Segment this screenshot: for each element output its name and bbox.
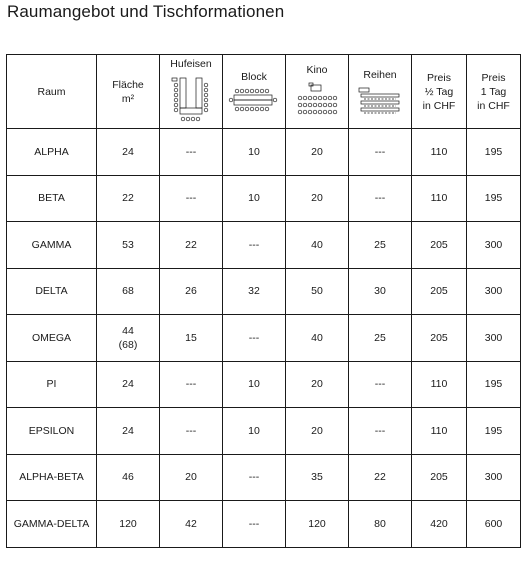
header-block: Block xyxy=(223,55,286,129)
cell-reihen: 25 xyxy=(349,222,412,269)
cell-kino: 20 xyxy=(286,129,349,176)
flaeche-value: 44 xyxy=(122,324,134,337)
cell-preis-full: 195 xyxy=(467,175,521,222)
cell-preis-full: 195 xyxy=(467,129,521,176)
cell-flaeche xyxy=(97,129,160,176)
cell-flaeche xyxy=(97,454,160,501)
cell-preis-full: 600 xyxy=(467,501,521,548)
flaeche-value: 68 xyxy=(122,285,134,298)
header-preis-half-day: Preis ½ Tag in CHF xyxy=(412,55,467,129)
classroom-rows-icon xyxy=(357,86,403,116)
header-raum: Raum xyxy=(7,55,97,129)
cell-preis-full: 195 xyxy=(467,408,521,455)
cell-hufeisen: 42 xyxy=(160,501,223,548)
room-table xyxy=(6,54,521,548)
cell-raum: PI xyxy=(7,361,97,408)
page-title: Raumangebot und Tischformationen xyxy=(7,2,285,21)
cell-hufeisen: 15 xyxy=(160,315,223,362)
cell-hufeisen: --- xyxy=(160,361,223,408)
cell-reihen: --- xyxy=(349,408,412,455)
cell-kino: 20 xyxy=(286,408,349,455)
header-flaeche: Fläche m² xyxy=(97,55,160,129)
cell-block: 10 xyxy=(223,175,286,222)
header-preis-full-day: Preis 1 Tag in CHF xyxy=(467,55,521,129)
cell-preis-half: 110 xyxy=(412,129,467,176)
cell-preis-full: 300 xyxy=(467,268,521,315)
cell-hufeisen: --- xyxy=(160,175,223,222)
cell-flaeche xyxy=(97,501,160,548)
cell-raum: EPSILON xyxy=(7,408,97,455)
cell-reihen: 22 xyxy=(349,454,412,501)
cell-reihen: 30 xyxy=(349,268,412,315)
flaeche-value: 24 xyxy=(122,378,134,391)
table-row xyxy=(7,315,521,362)
cell-preis-full: 300 xyxy=(467,315,521,362)
cell-preis-half: 110 xyxy=(412,175,467,222)
cell-kino: 20 xyxy=(286,361,349,408)
u-shape-seating-icon xyxy=(169,75,213,127)
flaeche-value: 53 xyxy=(122,238,134,251)
cell-block: 10 xyxy=(223,129,286,176)
cell-preis-half: 205 xyxy=(412,222,467,269)
cell-kino: 40 xyxy=(286,222,349,269)
theater-seating-icon xyxy=(294,81,340,121)
cell-preis-full: 300 xyxy=(467,454,521,501)
header-kino: Kino xyxy=(286,55,349,129)
cell-preis-half: 205 xyxy=(412,454,467,501)
cell-preis-half: 205 xyxy=(412,315,467,362)
cell-hufeisen: 20 xyxy=(160,454,223,501)
cell-kino: 20 xyxy=(286,175,349,222)
cell-hufeisen: 26 xyxy=(160,268,223,315)
table-header-row xyxy=(7,55,521,129)
cell-block: --- xyxy=(223,222,286,269)
table-row xyxy=(7,268,521,315)
table-row xyxy=(7,175,521,222)
cell-block: --- xyxy=(223,315,286,362)
cell-block: --- xyxy=(223,501,286,548)
cell-preis-half: 110 xyxy=(412,408,467,455)
header-hufeisen: Hufeisen xyxy=(160,55,223,129)
table-row xyxy=(7,501,521,548)
cell-raum: GAMMA-DELTA xyxy=(7,501,97,548)
cell-preis-half: 110 xyxy=(412,361,467,408)
flaeche-value: 24 xyxy=(122,424,134,437)
cell-block: --- xyxy=(223,454,286,501)
block-table-icon xyxy=(228,88,280,114)
cell-reihen: --- xyxy=(349,175,412,222)
cell-raum: ALPHA-BETA xyxy=(7,454,97,501)
cell-raum: GAMMA xyxy=(7,222,97,269)
cell-flaeche xyxy=(97,268,160,315)
table-row xyxy=(7,361,521,408)
cell-flaeche xyxy=(97,315,160,362)
table-row xyxy=(7,222,521,269)
cell-reihen: --- xyxy=(349,361,412,408)
cell-hufeisen: --- xyxy=(160,408,223,455)
cell-preis-full: 300 xyxy=(467,222,521,269)
cell-kino: 35 xyxy=(286,454,349,501)
table-row xyxy=(7,408,521,455)
cell-raum: BETA xyxy=(7,175,97,222)
cell-flaeche xyxy=(97,408,160,455)
cell-flaeche xyxy=(97,175,160,222)
cell-reihen: 80 xyxy=(349,501,412,548)
cell-block: 10 xyxy=(223,408,286,455)
cell-block: 10 xyxy=(223,361,286,408)
cell-raum: DELTA xyxy=(7,268,97,315)
cell-preis-half: 420 xyxy=(412,501,467,548)
header-reihen: Reihen xyxy=(349,55,412,129)
room-rows xyxy=(7,129,521,548)
table-row xyxy=(7,129,521,176)
cell-raum: OMEGA xyxy=(7,315,97,362)
cell-hufeisen: 22 xyxy=(160,222,223,269)
cell-kino: 50 xyxy=(286,268,349,315)
cell-kino: 120 xyxy=(286,501,349,548)
flaeche-extra-value: (68) xyxy=(118,338,138,351)
flaeche-value: 46 xyxy=(122,471,134,484)
cell-block: 32 xyxy=(223,268,286,315)
cell-flaeche xyxy=(97,222,160,269)
flaeche-value: 120 xyxy=(119,517,137,530)
cell-preis-half: 205 xyxy=(412,268,467,315)
cell-flaeche xyxy=(97,361,160,408)
cell-reihen: 25 xyxy=(349,315,412,362)
flaeche-value: 22 xyxy=(122,192,134,205)
cell-hufeisen: --- xyxy=(160,129,223,176)
flaeche-value: 24 xyxy=(122,145,134,158)
cell-kino: 40 xyxy=(286,315,349,362)
cell-preis-full: 195 xyxy=(467,361,521,408)
cell-raum: ALPHA xyxy=(7,129,97,176)
table-row xyxy=(7,454,521,501)
cell-reihen: --- xyxy=(349,129,412,176)
